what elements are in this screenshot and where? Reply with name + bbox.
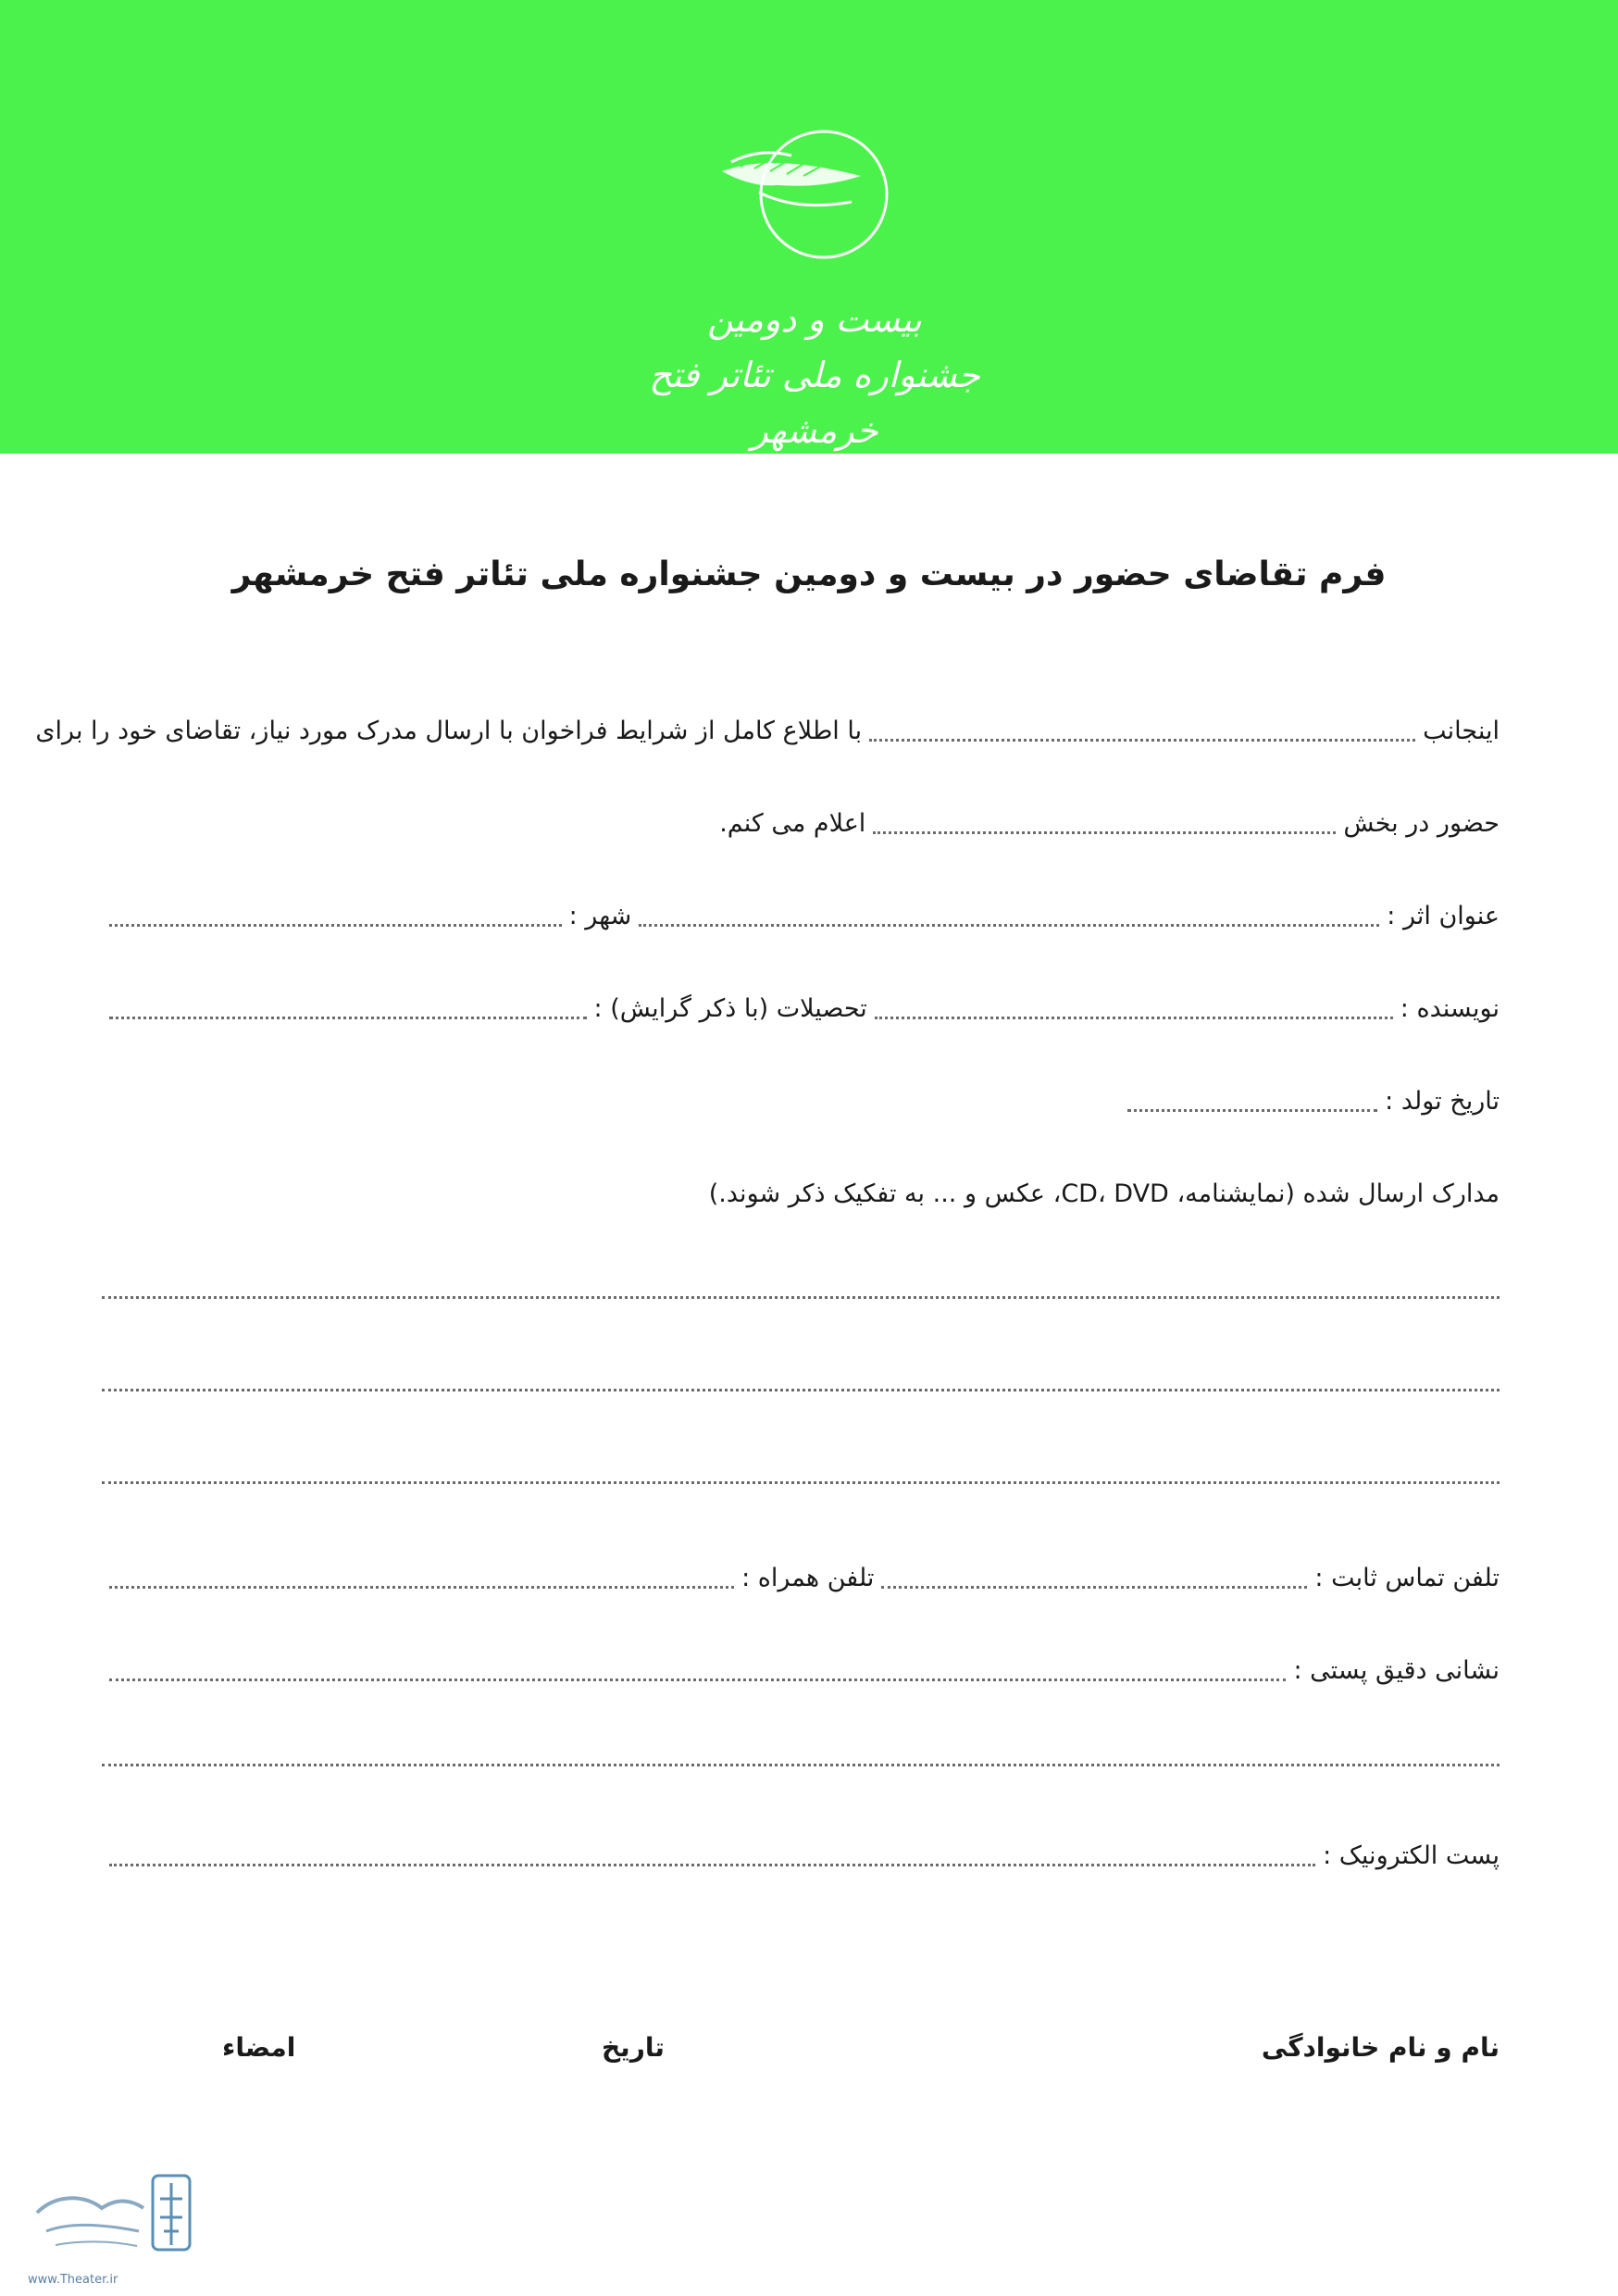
label-section: حضور در بخش — [1343, 809, 1500, 838]
label-author: نویسنده : — [1400, 994, 1500, 1023]
signature-date-label: تاریخ — [602, 2032, 665, 2063]
page-title: فرم تقاضای حضور در بیست و دومین جشنواره ملی تئاتر فتح خرمشهر — [231, 555, 1387, 593]
field-documents-line-1[interactable] — [102, 1296, 1500, 1299]
signature-sign-label: امضاء — [222, 2032, 296, 2063]
signature-name-label: نام و نام خانوادگی — [1261, 2032, 1500, 2063]
field-landline[interactable] — [881, 1586, 1307, 1589]
label-statement: با اطلاع کامل از شرایط فراخوان با ارسال مدرک مورد نیاز، تقاضای خود را برای — [35, 717, 863, 745]
label-applicant: اینجانب — [1423, 717, 1500, 745]
row-section — [102, 796, 1500, 842]
field-author[interactable] — [875, 1017, 1393, 1019]
field-work-title[interactable] — [639, 924, 1379, 927]
label-birth-date: تاریخ تولد : — [1385, 1087, 1500, 1116]
field-mobile[interactable] — [109, 1586, 734, 1589]
label-documents: مدارک ارسال شده (نمایشنامه، CD، DVD، عکس و ... به تفکیک ذکر شوند.) — [708, 1179, 1500, 1208]
label-postal-address: نشانی دقیق پستی : — [1293, 1656, 1500, 1685]
row-birth-date — [102, 1074, 1500, 1120]
label-city: شهر : — [568, 902, 632, 930]
label-mobile: تلفن همراه : — [741, 1564, 875, 1592]
label-announce: اعلام می کنم. — [719, 809, 866, 838]
field-documents-line-3[interactable] — [102, 1481, 1500, 1484]
label-education: تحصیلات (با ذکر گرایش) : — [593, 994, 867, 1023]
row-author — [102, 981, 1500, 1028]
field-city[interactable] — [109, 924, 562, 927]
festival-emblem-icon — [703, 120, 907, 287]
field-postal-address[interactable] — [109, 1678, 1286, 1681]
row-email — [102, 1828, 1500, 1875]
field-birth-date[interactable] — [1127, 1109, 1377, 1112]
row-work-title — [102, 889, 1500, 935]
field-postal-address-line-2[interactable] — [102, 1764, 1500, 1766]
row-phones — [102, 1551, 1500, 1597]
label-work-title: عنوان اثر : — [1387, 902, 1500, 930]
row-postal-address — [102, 1643, 1500, 1690]
field-documents-line-2[interactable] — [102, 1389, 1500, 1391]
field-education[interactable] — [109, 1017, 587, 1019]
label-email: پست الکترونیک : — [1323, 1841, 1500, 1870]
header-banner — [0, 0, 1618, 454]
footer-url[interactable]: www.Theater.ir — [28, 2273, 118, 2287]
festival-logo-text: بیست و دومین جشنواره ملی تئاتر فتح خرمشهر — [649, 299, 980, 451]
field-applicant-name[interactable] — [869, 739, 1415, 742]
row-documents — [102, 1167, 1500, 1213]
row-applicant — [35, 704, 1500, 750]
theater-ir-logo-icon — [28, 2166, 194, 2277]
label-landline: تلفن تماس ثابت : — [1314, 1564, 1500, 1592]
field-email[interactable] — [109, 1864, 1315, 1866]
field-section[interactable] — [873, 831, 1336, 834]
